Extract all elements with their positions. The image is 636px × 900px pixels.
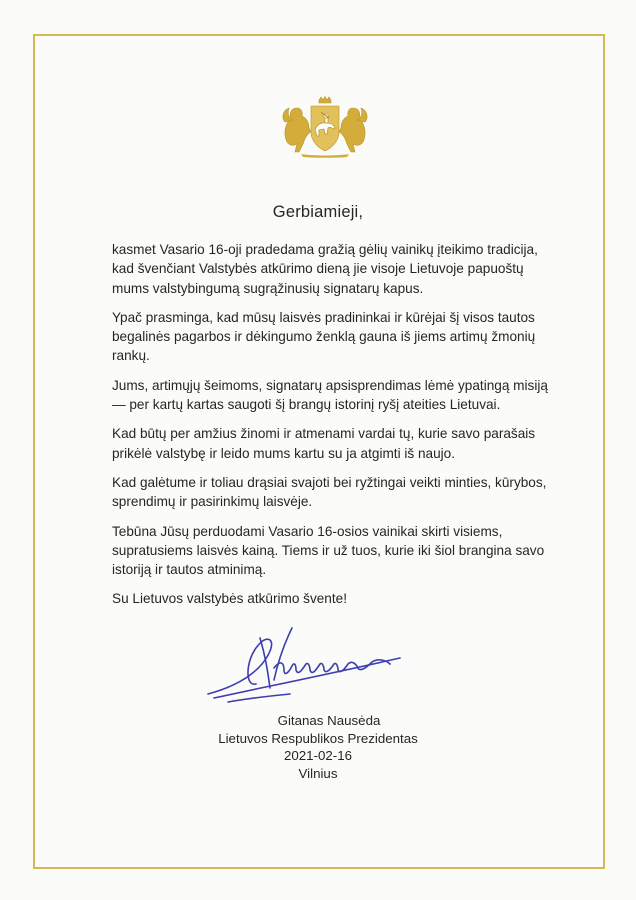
coat-of-arms-icon	[281, 96, 369, 158]
handwritten-signature	[200, 618, 412, 710]
letter-paragraph: Tebūna Jūsų perduodami Vasario 16-osios vainikai skirti visiems, supratusiems laisvės kainą. Tiems ir už tuos, kurie iki šiol brangina savo istoriją ir tautos atminimą.	[112, 523, 545, 578]
letter-salutation: Gerbiamieji,	[272, 203, 364, 221]
letter-paragraph: Kad galėtume ir toliau drąsiai svajoti bei ryžtingai veikti minties, kūrybos, sprendimų ir pasirinkimų laisvėje.	[112, 474, 547, 510]
letter-paragraph: Jums, artimųjų šeimoms, signatarų apsisprendimas lėmė ypatingą misiją — per kartų kartas saugoti šį brangų istorinį ryšį ateities Lietuvai.	[112, 377, 548, 413]
signer-title: Lietuvos Respublikos Prezidentas	[218, 730, 418, 746]
letter-body	[112, 240, 552, 619]
letter-paragraph: kasmet Vasario 16-oji pradedama gražią gėlių vainikų įteikimo tradicija, kad švenčiant Valstybės atkūrimo dieną jie visoje Lietuvoje papuoštų mums valstybingumą sugrąžinusių signatarų kapus.	[112, 242, 538, 296]
letter-paragraph: Ypač prasminga, kad mūsų laisvės pradininkai ir kūrėjai šį visos tautos begalinės pagarbos ir dėkingumo ženklą gauna iš jiems artimų žmonių rankų.	[112, 309, 536, 364]
signer-name: Gitanas Nausėda	[277, 713, 381, 728]
letter-closing: Su Lietuvos valstybės atkūrimo švente!	[112, 591, 347, 607]
letter-place: Vilnius	[298, 765, 338, 781]
letter-paragraph: Kad būtų per amžius žinomi ir atmenami vardai tų, kurie savo parašais prikėlė valstybę ir leido mums kartu su ja atgimti iš naujo.	[112, 426, 536, 461]
letter-date: 2021-02-16	[283, 748, 353, 763]
signature-block	[0, 712, 636, 782]
